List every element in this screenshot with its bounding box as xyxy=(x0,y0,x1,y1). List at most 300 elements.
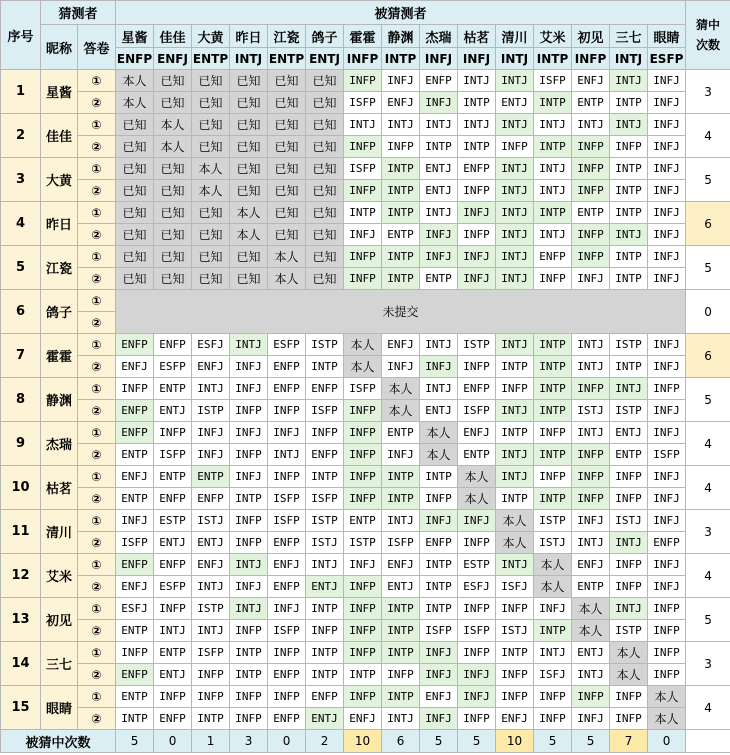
guess-cell: INTJ xyxy=(610,70,648,92)
guess-cell: ISTJ xyxy=(192,510,230,532)
guess-cell: INTP xyxy=(382,488,420,510)
guess-cell: 已知 xyxy=(192,224,230,246)
guess-cell: ENTP xyxy=(420,268,458,290)
guess-cell: ENFP xyxy=(268,708,306,730)
sheet-mark: ① xyxy=(78,554,116,576)
sheet-mark: ② xyxy=(78,708,116,730)
target-name: 杰瑞 xyxy=(420,25,458,48)
sheet-mark: ① xyxy=(78,114,116,136)
guess-cell: INFJ xyxy=(344,554,382,576)
guesser-name: 眼睛 xyxy=(41,686,78,730)
table-row xyxy=(1,158,730,180)
guess-cell: ENFP xyxy=(116,422,154,444)
guess-cell: INTJ xyxy=(496,246,534,268)
guess-cell: INFP xyxy=(230,620,268,642)
footer-empty xyxy=(686,730,730,753)
guesser-name: 佳佳 xyxy=(41,114,78,158)
guess-cell: INTJ xyxy=(534,224,572,246)
guess-cell: 已知 xyxy=(230,268,268,290)
guess-cell: INTP xyxy=(382,642,420,664)
guess-cell: 本人 xyxy=(116,70,154,92)
guess-cell: ENFP xyxy=(648,532,686,554)
guess-cell: ENTJ xyxy=(496,92,534,114)
guess-cell: 已知 xyxy=(230,114,268,136)
guess-cell: 本人 xyxy=(572,620,610,642)
guess-cell: INFP xyxy=(458,532,496,554)
guess-cell: 已知 xyxy=(192,136,230,158)
guess-cell: INFP xyxy=(496,664,534,686)
guess-cell: 本人 xyxy=(268,246,306,268)
table-row xyxy=(1,180,730,202)
guess-cell: ENTP xyxy=(382,224,420,246)
guess-cell: ISFP xyxy=(268,620,306,642)
guess-cell: ENFJ xyxy=(420,686,458,708)
guess-cell: INFP xyxy=(154,598,192,620)
guess-cell: INFP xyxy=(572,246,610,268)
guess-cell: INFP xyxy=(610,686,648,708)
target-mbti: ENTJ xyxy=(306,48,344,70)
guess-cell: ESFJ xyxy=(116,598,154,620)
guess-cell: ENTP xyxy=(116,686,154,708)
guess-cell: INFJ xyxy=(420,510,458,532)
guess-cell: INFJ xyxy=(230,356,268,378)
guess-cell: ENFP xyxy=(116,664,154,686)
guess-cell: INFJ xyxy=(648,400,686,422)
guess-cell: 已知 xyxy=(230,70,268,92)
guesser-name: 昨日 xyxy=(41,202,78,246)
table-row xyxy=(1,444,730,466)
table-row xyxy=(1,136,730,158)
target-mbti: ENTP xyxy=(268,48,306,70)
guess-cell: INFJ xyxy=(230,378,268,400)
guess-cell: INFJ xyxy=(420,224,458,246)
guess-cell: INTP xyxy=(610,92,648,114)
sheet-mark: ① xyxy=(78,686,116,708)
guess-cell: INFP xyxy=(306,620,344,642)
guess-cell: 本人 xyxy=(610,664,648,686)
sheet-mark: ② xyxy=(78,92,116,114)
guess-cell: INFJ xyxy=(458,246,496,268)
index-header: 序号 xyxy=(1,1,41,70)
guess-cell: ISFP xyxy=(648,444,686,466)
guess-cell: 已知 xyxy=(268,114,306,136)
guess-cell: INTP xyxy=(534,378,572,400)
guess-cell: ENFP xyxy=(268,664,306,686)
guessed-count: 5 xyxy=(116,730,154,753)
sheet-mark: ② xyxy=(78,224,116,246)
guess-cell: INFP xyxy=(268,686,306,708)
guess-cell: INTJ xyxy=(496,466,534,488)
guess-cell: ENFP xyxy=(192,488,230,510)
guess-cell: INFP xyxy=(648,620,686,642)
target-mbti: INTP xyxy=(382,48,420,70)
guess-cell: 本人 xyxy=(648,686,686,708)
guess-cell: 本人 xyxy=(420,422,458,444)
row-index: 13 xyxy=(1,598,41,642)
guess-cell: INTP xyxy=(534,334,572,356)
guessed-count: 0 xyxy=(154,730,192,753)
guess-cell: 已知 xyxy=(306,70,344,92)
row-index: 14 xyxy=(1,642,41,686)
guess-cell: INFP xyxy=(344,642,382,664)
sheet-mark: ② xyxy=(78,312,116,334)
guess-cell: ISFP xyxy=(458,400,496,422)
guess-cell: ENTP xyxy=(610,444,648,466)
target-mbti: INTJ xyxy=(230,48,268,70)
guess-cell: INFP xyxy=(230,400,268,422)
target-name: 三七 xyxy=(610,25,648,48)
guess-cell: ENTP xyxy=(382,422,420,444)
guess-cell: ENTP xyxy=(116,444,154,466)
guess-cell: ENFJ xyxy=(382,92,420,114)
guess-cell: INFP xyxy=(344,268,382,290)
sheet-mark: ① xyxy=(78,422,116,444)
guess-cell: INTJ xyxy=(496,180,534,202)
guess-cell: INTP xyxy=(610,158,648,180)
guessed-header: 被猜测者 xyxy=(116,1,686,25)
guess-cell: ENTP xyxy=(116,620,154,642)
guess-cell: INTJ xyxy=(496,334,534,356)
guess-cell: INFJ xyxy=(382,356,420,378)
guess-cell: 本人 xyxy=(116,92,154,114)
guess-cell: INTJ xyxy=(420,334,458,356)
hit-count: 3 xyxy=(686,510,730,554)
guess-cell: INTP xyxy=(306,598,344,620)
guess-cell: 已知 xyxy=(306,202,344,224)
hit-count: 5 xyxy=(686,246,730,290)
guess-cell: ENFJ xyxy=(116,356,154,378)
hit-count: 3 xyxy=(686,70,730,114)
guess-cell: INTJ xyxy=(192,620,230,642)
guess-cell: INFP xyxy=(344,488,382,510)
guess-cell: 本人 xyxy=(572,598,610,620)
guess-cell: INFP xyxy=(648,642,686,664)
guess-cell: INFP xyxy=(572,158,610,180)
table-row xyxy=(1,246,730,268)
sheet-mark: ① xyxy=(78,466,116,488)
guess-cell: INFJ xyxy=(268,422,306,444)
sheet-mark: ① xyxy=(78,598,116,620)
guess-cell: INTJ xyxy=(572,664,610,686)
row-index: 12 xyxy=(1,554,41,598)
sheet-mark: ② xyxy=(78,136,116,158)
guess-cell: ENTJ xyxy=(154,400,192,422)
guess-cell: INFJ xyxy=(192,422,230,444)
guess-cell: 已知 xyxy=(116,268,154,290)
target-name: 枯茗 xyxy=(458,25,496,48)
guess-cell: ENTJ xyxy=(192,532,230,554)
guessed-count: 0 xyxy=(648,730,686,753)
guess-cell: 已知 xyxy=(268,158,306,180)
guess-cell: INFP xyxy=(610,576,648,598)
guess-cell: INTJ xyxy=(610,598,648,620)
target-name: 初见 xyxy=(572,25,610,48)
guess-cell: INFP xyxy=(534,466,572,488)
guess-cell: ENFJ xyxy=(496,708,534,730)
guess-cell: 已知 xyxy=(306,224,344,246)
guess-cell: INFP xyxy=(230,708,268,730)
guess-cell: INFP xyxy=(344,180,382,202)
guess-cell: INFJ xyxy=(648,92,686,114)
guess-cell: INTP xyxy=(116,708,154,730)
guess-cell: INTJ xyxy=(458,114,496,136)
guessed-count: 6 xyxy=(382,730,420,753)
guess-cell: INFP xyxy=(268,400,306,422)
guess-cell: ISTJ xyxy=(306,532,344,554)
guess-cell: INTJ xyxy=(496,158,534,180)
target-mbti: ESFP xyxy=(648,48,686,70)
target-mbti: INTP xyxy=(534,48,572,70)
guess-cell: ESFP xyxy=(154,576,192,598)
guess-cell: ESFJ xyxy=(192,334,230,356)
guess-cell: INFP xyxy=(572,180,610,202)
sheet-mark: ① xyxy=(78,290,116,312)
guess-cell: INTJ xyxy=(306,554,344,576)
guess-cell: INFJ xyxy=(648,136,686,158)
guess-cell: INFP xyxy=(344,444,382,466)
guess-cell: INTP xyxy=(420,466,458,488)
guess-cell: ENTP xyxy=(572,92,610,114)
guess-cell: ISTP xyxy=(192,598,230,620)
guess-cell: INTJ xyxy=(154,620,192,642)
table-row xyxy=(1,268,730,290)
guess-cell: INFJ xyxy=(458,686,496,708)
guess-cell: INFJ xyxy=(420,664,458,686)
guess-cell: INTP xyxy=(382,158,420,180)
guess-cell: INTP xyxy=(496,422,534,444)
guess-cell: INFP xyxy=(344,422,382,444)
guess-cell: INTP xyxy=(382,202,420,224)
guess-cell: INFP xyxy=(230,510,268,532)
hit-count: 4 xyxy=(686,114,730,158)
table-row xyxy=(1,708,730,730)
guessed-count: 0 xyxy=(268,730,306,753)
guess-cell: ENFP xyxy=(306,686,344,708)
guess-cell: INTP xyxy=(534,488,572,510)
guesser-name: 霍霍 xyxy=(41,334,78,378)
guess-cell: 本人 xyxy=(534,576,572,598)
guess-cell: INFP xyxy=(382,136,420,158)
sheet-mark: ② xyxy=(78,180,116,202)
guess-cell: INFJ xyxy=(648,114,686,136)
table-row xyxy=(1,202,730,224)
nickname-header: 昵称 xyxy=(41,25,78,70)
sheet-mark: ② xyxy=(78,268,116,290)
guess-cell: ISFJ xyxy=(496,576,534,598)
guess-cell: INFP xyxy=(344,598,382,620)
guess-cell: INFP xyxy=(230,532,268,554)
guess-cell: INTJ xyxy=(382,510,420,532)
guess-cell: ISFP xyxy=(154,444,192,466)
guess-cell: ENTP xyxy=(154,642,192,664)
guess-cell: INTJ xyxy=(192,378,230,400)
guess-cell: INFJ xyxy=(572,268,610,290)
guess-cell: ISFP xyxy=(420,620,458,642)
guess-cell: ISTP xyxy=(610,334,648,356)
guess-cell: ENFJ xyxy=(192,554,230,576)
guess-cell: 已知 xyxy=(116,180,154,202)
table-row xyxy=(1,422,730,444)
guess-cell: INFJ xyxy=(420,356,458,378)
guess-cell: INFP xyxy=(268,642,306,664)
guess-cell: ESFP xyxy=(268,334,306,356)
guess-cell: 本人 xyxy=(382,378,420,400)
not-submitted-note: 未提交 xyxy=(116,290,686,334)
footer-row xyxy=(1,730,730,753)
guess-cell: 已知 xyxy=(192,92,230,114)
guesser-name: 杰瑞 xyxy=(41,422,78,466)
guessed-count: 5 xyxy=(534,730,572,753)
guess-cell: INFJ xyxy=(420,708,458,730)
guess-cell: ENTJ xyxy=(610,422,648,444)
guess-cell: INTP xyxy=(230,488,268,510)
guess-cell: ENFJ xyxy=(192,356,230,378)
guesser-name: 江瓷 xyxy=(41,246,78,290)
guess-cell: ENTP xyxy=(572,576,610,598)
guess-cell: INFP xyxy=(458,180,496,202)
guess-cell: INTJ xyxy=(572,532,610,554)
guess-cell: INFP xyxy=(344,466,382,488)
guess-cell: ISFJ xyxy=(534,664,572,686)
guess-cell: INFJ xyxy=(648,268,686,290)
guess-cell: INFP xyxy=(610,708,648,730)
guess-cell: INTP xyxy=(534,444,572,466)
guess-cell: INTJ xyxy=(230,598,268,620)
sheet-mark: ① xyxy=(78,70,116,92)
table-row xyxy=(1,70,730,92)
guess-cell: ENTP xyxy=(154,378,192,400)
sheet-mark: ① xyxy=(78,246,116,268)
guess-cell: ENTJ xyxy=(420,180,458,202)
guess-cell: ENFJ xyxy=(572,70,610,92)
guess-cell: 本人 xyxy=(648,708,686,730)
guess-cell: INFP xyxy=(534,708,572,730)
guess-cell: ENFP xyxy=(116,554,154,576)
target-name: 星酱 xyxy=(116,25,154,48)
guess-cell: ENTP xyxy=(572,202,610,224)
guess-cell: ISTP xyxy=(458,334,496,356)
sheet-mark: ① xyxy=(78,642,116,664)
guess-cell: INFJ xyxy=(116,510,154,532)
guess-cell: INFJ xyxy=(344,224,382,246)
guess-cell: ENTJ xyxy=(420,158,458,180)
guess-cell: ENFP xyxy=(268,532,306,554)
target-mbti: ENFP xyxy=(116,48,154,70)
guess-cell: 已知 xyxy=(306,136,344,158)
table-row xyxy=(1,400,730,422)
guess-cell: ISFP xyxy=(382,532,420,554)
guess-cell: INFP xyxy=(268,466,306,488)
guess-cell: ENTP xyxy=(116,488,154,510)
guessed-count: 10 xyxy=(496,730,534,753)
table-row xyxy=(1,114,730,136)
guess-cell: INTP xyxy=(458,92,496,114)
guess-cell: ISFP xyxy=(344,158,382,180)
target-mbti: INTJ xyxy=(610,48,648,70)
guess-cell: INFP xyxy=(496,686,534,708)
guess-cell: 已知 xyxy=(230,180,268,202)
guess-cell: INFP xyxy=(534,422,572,444)
guess-cell: INTJ xyxy=(610,224,648,246)
guess-cell: ENFJ xyxy=(268,554,306,576)
row-index: 3 xyxy=(1,158,41,202)
guess-cell: INFP xyxy=(458,708,496,730)
guess-cell: INFJ xyxy=(648,334,686,356)
guess-cell: INTP xyxy=(306,356,344,378)
guess-cell: INFJ xyxy=(268,598,306,620)
guess-cell: 已知 xyxy=(306,180,344,202)
guess-cell: ISFP xyxy=(268,510,306,532)
guess-cell: INFP xyxy=(344,136,382,158)
guess-cell: ENTP xyxy=(154,466,192,488)
hit-count: 4 xyxy=(686,422,730,466)
guess-cell: 已知 xyxy=(192,268,230,290)
row-index: 2 xyxy=(1,114,41,158)
guess-cell: INTP xyxy=(382,686,420,708)
guess-cell: INFP xyxy=(610,554,648,576)
guess-cell: ESFP xyxy=(154,356,192,378)
target-name: 佳佳 xyxy=(154,25,192,48)
guess-cell: INTJ xyxy=(572,334,610,356)
guess-cell: ENFJ xyxy=(458,422,496,444)
guesser-name: 清川 xyxy=(41,510,78,554)
guess-cell: 已知 xyxy=(230,136,268,158)
table-row xyxy=(1,642,730,664)
guesser-name: 初见 xyxy=(41,598,78,642)
guess-cell: INFP xyxy=(154,422,192,444)
guess-cell: 已知 xyxy=(268,180,306,202)
guesser-name: 大黄 xyxy=(41,158,78,202)
guess-cell: ISTJ xyxy=(572,400,610,422)
guess-cell: 本人 xyxy=(458,466,496,488)
guess-cell: INTJ xyxy=(610,532,648,554)
guess-cell: INTP xyxy=(534,356,572,378)
guess-cell: INFJ xyxy=(572,510,610,532)
guess-cell: ISTJ xyxy=(496,620,534,642)
guess-cell: 已知 xyxy=(306,158,344,180)
guess-cell: INTP xyxy=(382,466,420,488)
guessed-count: 2 xyxy=(306,730,344,753)
guess-cell: 已知 xyxy=(116,224,154,246)
guess-cell: 已知 xyxy=(116,136,154,158)
guess-cell: ISTP xyxy=(192,400,230,422)
guesser-name: 鸽子 xyxy=(41,290,78,334)
guess-cell: ENFP xyxy=(268,378,306,400)
guess-cell: 本人 xyxy=(192,158,230,180)
guess-cell: ISTP xyxy=(534,510,572,532)
guess-cell: ENTJ xyxy=(154,532,192,554)
guess-cell: INFP xyxy=(610,466,648,488)
guess-cell: INTJ xyxy=(344,114,382,136)
guess-cell: INTP xyxy=(306,664,344,686)
guess-cell: INFJ xyxy=(648,488,686,510)
hit-count: 4 xyxy=(686,466,730,510)
guess-cell: ISFP xyxy=(306,488,344,510)
guess-cell: INTJ xyxy=(496,224,534,246)
table-row xyxy=(1,554,730,576)
guess-cell: 已知 xyxy=(306,114,344,136)
table-row xyxy=(1,598,730,620)
guess-cell: INTJ xyxy=(230,554,268,576)
guess-cell: INFP xyxy=(230,444,268,466)
guess-cell: ISFP xyxy=(268,488,306,510)
guess-cell: INTP xyxy=(534,92,572,114)
guess-cell: INTP xyxy=(420,576,458,598)
guess-cell: 本人 xyxy=(610,642,648,664)
hits-header-label: 猜中次数 xyxy=(696,18,721,52)
guess-cell: INFJ xyxy=(648,554,686,576)
guess-cell: INFP xyxy=(306,422,344,444)
